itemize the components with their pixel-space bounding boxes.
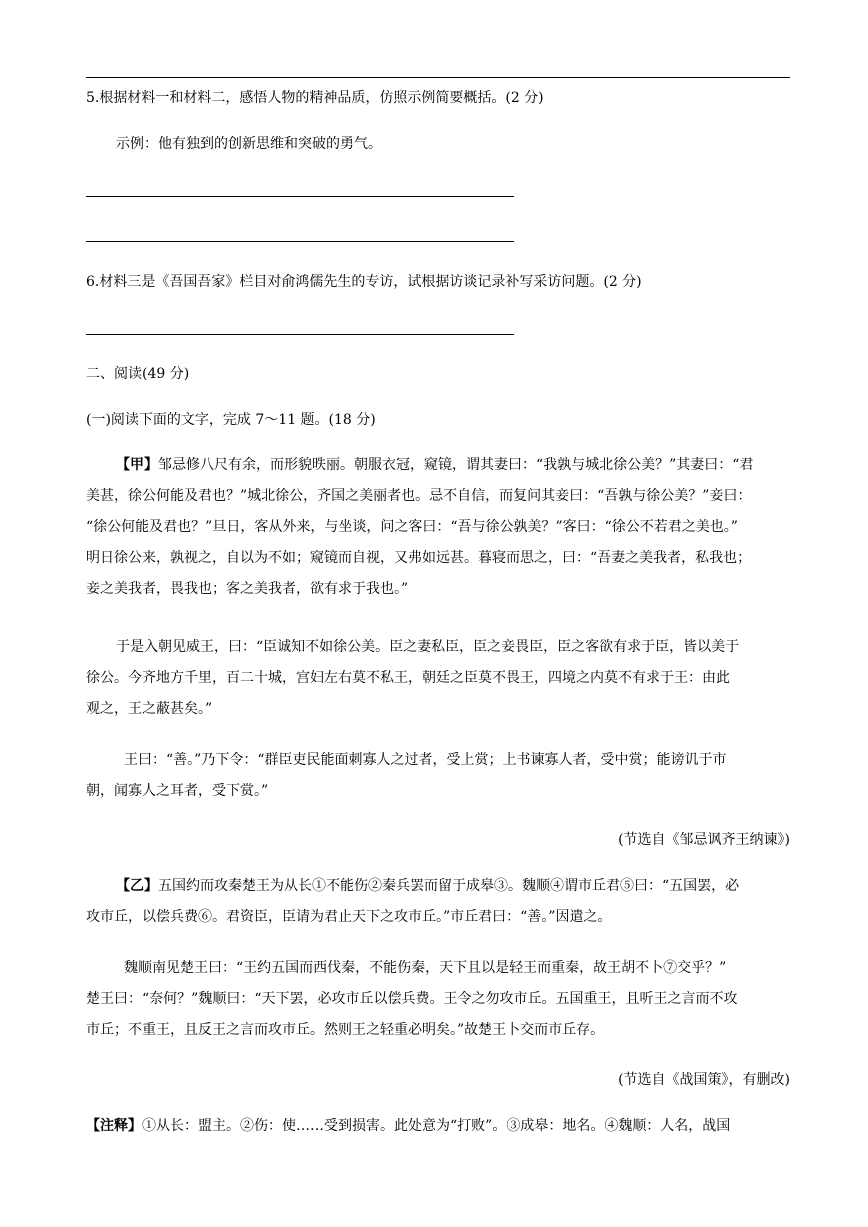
yi-p2-line: 市丘；不重王，且反王之言而攻市丘。然则王之轻重必明矣。”故楚王卜交而市丘存。 xyxy=(86,1022,605,1038)
q5-answer-line-2[interactable] xyxy=(86,241,514,242)
q5-prompt: 5.根据材料一和材料二，感悟人物的精神品质，仿照示例简要概括。(2 分) xyxy=(86,90,544,106)
q5-example: 示例：他有独到的创新思维和突破的勇气。 xyxy=(116,136,382,152)
jia-source: (节选自《邹忌讽齐王纳谏》) xyxy=(618,832,790,848)
notes-tag: 【注释】 xyxy=(86,1118,142,1134)
yi-p2-line: 楚王曰：“奈何？”魏顺曰：“天下罢，必攻市丘以偿兵费。王令之勿攻市丘。五国重王，且听王之言而不攻 xyxy=(86,991,738,1007)
q6-answer-line[interactable] xyxy=(86,334,514,335)
yi-paragraph-2 xyxy=(86,958,790,1051)
jia-p2-line: 于是入朝见威王，曰：“臣诚知不如徐公美。臣之妻私臣，臣之妾畏臣，臣之客欲有求于臣，皆以美于 xyxy=(116,639,740,655)
jia-p1-line: “徐公何能及君也？”旦日，客从外来，与坐谈，问之客曰：“吾与徐公孰美？”客曰：“徐公不若君之美也。” xyxy=(86,519,738,535)
jia-p1-line: 明日徐公来，孰视之，自以为不如；窥镜而自视，又弗如远甚。暮寝而思之，曰：“吾妻之美我者，私我也； xyxy=(86,550,752,566)
jia-p2-line: 徐公。今齐地方千里，百二十城，宫妇左右莫不私王，朝廷之臣莫不畏王，四境之内莫不有求于王：由此 xyxy=(86,670,730,686)
jia-p3-line: 王曰：“善。”乃下令：“群臣吏民能面刺寡人之过者，受上赏；上书谏寡人者，受中赏；能谤讥于市 xyxy=(124,752,727,768)
notes-line xyxy=(86,1116,730,1136)
yi-p1-line: 【乙】五国约而攻秦楚王为从长①不能伤②秦兵罢而留于成皋③。魏顺④谓市丘君⑤曰：“五国罢，必 xyxy=(116,878,740,894)
notes-text: ①从长：盟主。②伤：使……受到损害。此处意为“打败”。③成皋：地名。④魏顺：人名，战国 xyxy=(142,1118,731,1134)
q6-prompt: 6.材料三是《吾国吾家》栏目对俞鸿儒先生的专访，试根据访谈记录补写采访问题。(2 分) xyxy=(86,274,642,290)
yi-source: (节选自《战国策》，有删改) xyxy=(618,1072,790,1088)
yi-p1-line: 攻市丘，以偿兵费⑥。君资臣，臣请为君止天下之攻市丘。”市丘君曰：“善。”因遣之。 xyxy=(86,909,612,925)
sub-section-heading: (一)阅读下面的文字，完成 7～11 题。(18 分) xyxy=(86,412,376,428)
jia-tag: 【甲】 xyxy=(116,457,158,473)
section-heading: 二、阅读(49 分) xyxy=(86,366,190,382)
yi-p2-line: 魏顺南见楚王曰：“王约五国而西伐秦，不能伤秦，天下且以是轻王而重秦，故王胡不卜⑦交乎？” xyxy=(124,960,727,976)
jia-p1-line: 美甚，徐公何能及君也？”城北徐公，齐国之美丽者也。忌不自信，而复问其妾曰：“吾孰与徐公美？”妾曰： xyxy=(86,488,752,504)
jia-p1-line: 妾之美我者，畏我也；客之美我者，欲有求于我也。” xyxy=(86,581,409,597)
yi-tag: 【乙】 xyxy=(116,878,158,894)
yi-paragraph-1 xyxy=(86,876,790,938)
jia-paragraph-2 xyxy=(86,637,790,730)
top-divider xyxy=(86,77,790,78)
jia-p2-line: 观之，王之蔽甚矣。” xyxy=(86,701,213,717)
jia-paragraph-1 xyxy=(86,455,790,610)
q5-answer-line-1[interactable] xyxy=(86,196,514,197)
jia-paragraph-3 xyxy=(86,750,790,812)
jia-p1-line: 【甲】邹忌修八尺有余，而形貌昳丽。朝服衣冠，窥镜，谓其妻曰：“我孰与城北徐公美？”其妻曰：“君 xyxy=(116,457,754,473)
jia-p3-line: 朝，闻寡人之耳者，受下赏。” xyxy=(86,783,269,799)
